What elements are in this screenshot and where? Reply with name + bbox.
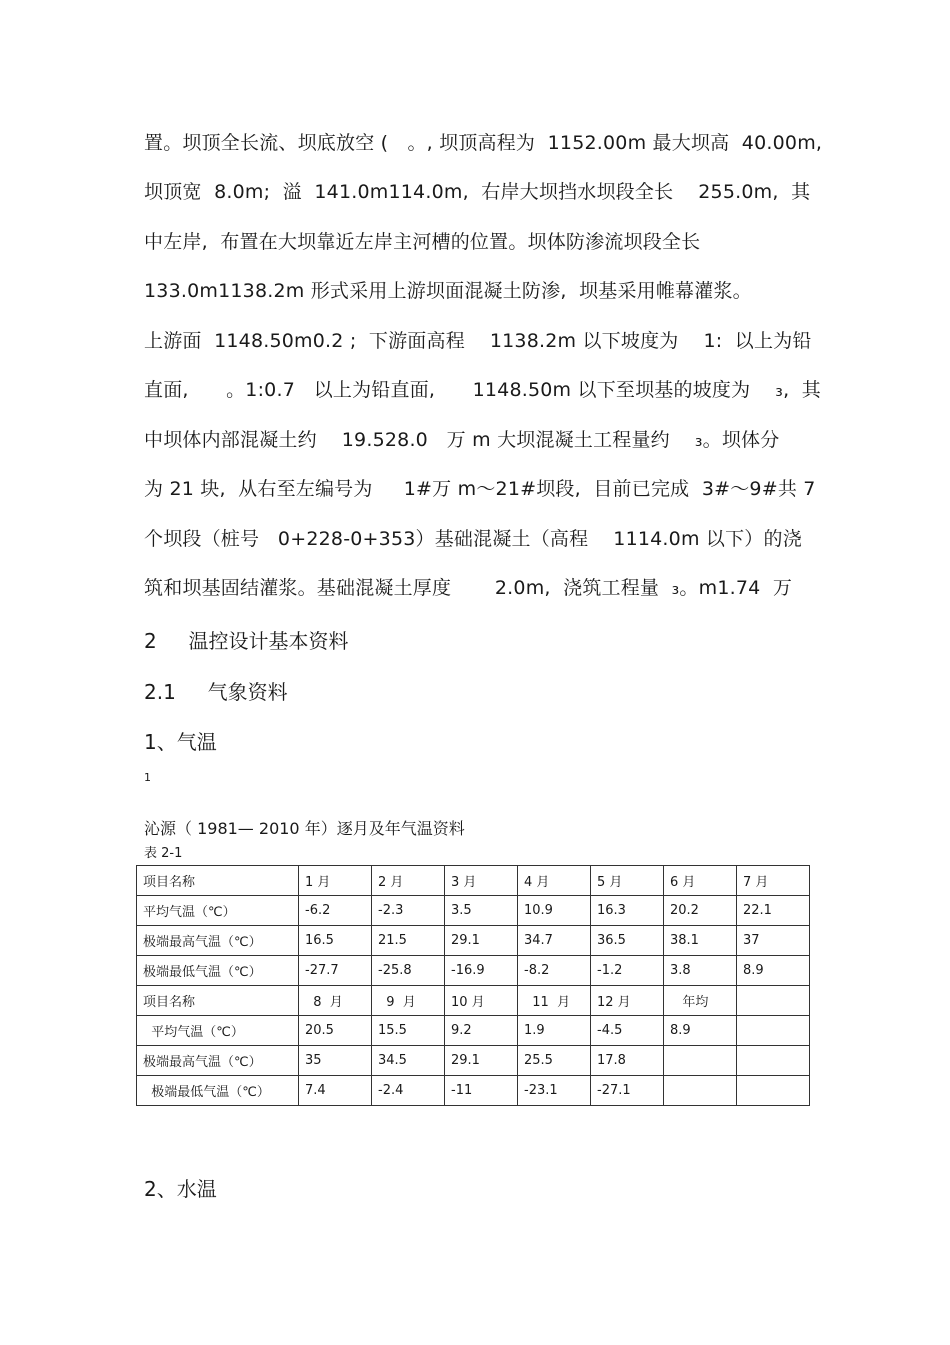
table-cell: 极端最高气温（℃）	[137, 1046, 299, 1076]
table-cell: -23.1	[518, 1076, 591, 1106]
table-row	[137, 1046, 810, 1076]
table-cell: 10.9	[518, 896, 591, 926]
table-cell	[664, 1076, 737, 1106]
table-cell: 5 月	[591, 866, 664, 896]
table-cell: -4.5	[591, 1016, 664, 1046]
table-cell: 35	[299, 1046, 372, 1076]
subheading-air-temperature: 1、气温	[144, 730, 217, 754]
table-cell: -11	[445, 1076, 518, 1106]
table-cell: 3.8	[664, 956, 737, 986]
table-cell: 8.9	[737, 956, 810, 986]
footnote-marker: 1	[144, 771, 151, 784]
table-cell: 36.5	[591, 926, 664, 956]
table-cell	[737, 986, 810, 1016]
table-cell: 3 月	[445, 866, 518, 896]
table-row	[137, 866, 810, 896]
table-cell: 3.5	[445, 896, 518, 926]
table-cell: 34.7	[518, 926, 591, 956]
table-cell: 1 月	[299, 866, 372, 896]
table-cell: 29.1	[445, 926, 518, 956]
table-cell	[737, 1046, 810, 1076]
table-cell: 项目名称	[137, 986, 299, 1016]
table-row	[137, 986, 810, 1016]
table-cell: 6 月	[664, 866, 737, 896]
table-caption: 沁源（ 1981— 2010 年）逐月及年气温资料	[144, 819, 465, 838]
paragraph-line: 中坝体内部混凝土约 19.528.0 万 m 大坝混凝土工程量约 ₃。坝体分	[144, 429, 780, 451]
table-cell: 8 月	[299, 986, 372, 1016]
table-cell: 7.4	[299, 1076, 372, 1106]
table-cell	[737, 1016, 810, 1046]
table-cell: -6.2	[299, 896, 372, 926]
table-row	[137, 926, 810, 956]
table-cell: 37	[737, 926, 810, 956]
table-cell: 年均	[664, 986, 737, 1016]
table-cell: -2.3	[372, 896, 445, 926]
paragraph-line: 筑和坝基固结灌浆。基础混凝土厚度 2.0m, 浇筑工程量 ₃。m1.74 万	[144, 577, 793, 599]
table-row	[137, 1076, 810, 1106]
paragraph-line: 置。坝顶全长流、坝底放空 ( 。, 坝顶高程为 1152.00m 最大坝高 40.00m,	[144, 132, 823, 154]
table-cell: 极端最高气温（℃）	[137, 926, 299, 956]
table-cell: 20.5	[299, 1016, 372, 1046]
table-cell: 极端最低气温（℃）	[137, 1076, 299, 1106]
paragraph-line: 上游面 1148.50m0.2 ; 下游面高程 1138.2m 以下坡度为 1: 以上为铅	[144, 330, 812, 352]
table-row	[137, 896, 810, 926]
section-heading-2: 2 温控设计基本资料	[144, 629, 349, 653]
paragraph-line: 坝顶宽 8.0m; 溢 141.0m114.0m, 右岸大坝挡水坝段全长 255.0m, 其	[144, 181, 811, 203]
table-cell: 16.3	[591, 896, 664, 926]
table-cell: -16.9	[445, 956, 518, 986]
table-cell: -27.1	[591, 1076, 664, 1106]
table-cell: 1.9	[518, 1016, 591, 1046]
table-cell: 9.2	[445, 1016, 518, 1046]
table-cell: 25.5	[518, 1046, 591, 1076]
table-cell: -1.2	[591, 956, 664, 986]
table-row	[137, 956, 810, 986]
table-cell: -8.2	[518, 956, 591, 986]
table-cell: 11 月	[518, 986, 591, 1016]
table-label: 表 2-1	[144, 846, 183, 861]
table-cell: 17.8	[591, 1046, 664, 1076]
table-cell: 38.1	[664, 926, 737, 956]
table-cell: 7 月	[737, 866, 810, 896]
table-cell: 21.5	[372, 926, 445, 956]
table-cell: 16.5	[299, 926, 372, 956]
paragraph-line: 个坝段（桩号 0+228-0+353）基础混凝土（高程 1114.0m 以下）的浇	[144, 528, 802, 550]
table-cell: -27.7	[299, 956, 372, 986]
table-cell: 平均气温（℃）	[137, 1016, 299, 1046]
table-cell	[737, 1076, 810, 1106]
table-cell: 项目名称	[137, 866, 299, 896]
table-cell: 34.5	[372, 1046, 445, 1076]
table-cell: -2.4	[372, 1076, 445, 1106]
table-cell: 15.5	[372, 1016, 445, 1046]
table-cell: 9 月	[372, 986, 445, 1016]
table-cell: 20.2	[664, 896, 737, 926]
table-cell: 2 月	[372, 866, 445, 896]
table-cell: 10 月	[445, 986, 518, 1016]
subheading-water-temperature: 2、水温	[144, 1177, 217, 1201]
paragraph-line: 直面, 。1:0.7 以上为铅直面, 1148.50m 以下至坝基的坡度为 ₃, 其	[144, 379, 821, 401]
paragraph-line: 中左岸, 布置在大坝靠近左岸主河槽的位置。坝体防渗流坝段全长	[144, 231, 701, 253]
table-cell: 4 月	[518, 866, 591, 896]
paragraph-line: 133.0m1138.2m 形式采用上游坝面混凝土防渗, 坝基采用帷幕灌浆。	[144, 280, 752, 302]
table-cell: 29.1	[445, 1046, 518, 1076]
table-cell: 8.9	[664, 1016, 737, 1046]
temperature-table	[136, 865, 810, 1106]
table-cell: -25.8	[372, 956, 445, 986]
table-cell: 12 月	[591, 986, 664, 1016]
paragraph-line: 为 21 块, 从右至左编号为 1#万 m～21#坝段, 目前已完成 3#～9#共 7	[144, 478, 816, 500]
table-row	[137, 1016, 810, 1046]
section-heading-2-1: 2.1 气象资料	[144, 680, 288, 704]
table-cell: 22.1	[737, 896, 810, 926]
table-cell	[664, 1046, 737, 1076]
table-cell: 极端最低气温（℃）	[137, 956, 299, 986]
table-cell: 平均气温（℃）	[137, 896, 299, 926]
